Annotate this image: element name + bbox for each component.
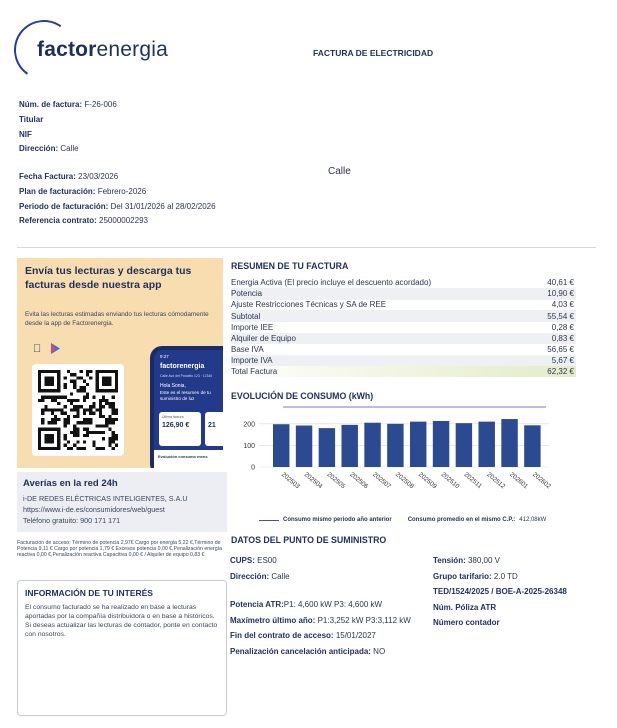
- promo-text: Evita las lecturas estimadas enviando tus lecturas cómodamente desde la app de Factorenergia.: [25, 311, 209, 327]
- x-tick-label: 202506: [348, 471, 370, 491]
- divider: [17, 247, 596, 248]
- x-tick-label: 202505: [325, 471, 347, 491]
- distributor-url[interactable]: https://www.i-de.es/consumidores/web/guest: [23, 505, 165, 514]
- chart-bar: [273, 424, 289, 467]
- x-tick-label: 202601: [508, 471, 530, 491]
- summary-row-label: Ajuste Restricciones Técnicas y SA de REE: [231, 300, 387, 310]
- chart-bar: [410, 422, 426, 467]
- summary-row-value: 4,03 €: [551, 300, 574, 310]
- summary-row: [231, 321, 576, 333]
- summary-row-value: 0,28 €: [551, 322, 574, 332]
- x-tick-label: 202507: [371, 471, 393, 491]
- phone-card-amount: 126,90 €: [162, 422, 190, 429]
- atr-policy-row: Núm. Póliza ATR: [433, 602, 497, 612]
- chart-bar: [524, 425, 540, 467]
- cups-row: CUPS: ES00: [230, 556, 277, 565]
- billing-period-row: Periodo de facturación: Del 31/01/2026 al 28/02/2026: [19, 201, 216, 211]
- y-tick-label: 0: [251, 464, 255, 472]
- summary-row: [231, 299, 576, 311]
- summary-row-label: Importe IVA: [231, 355, 273, 365]
- chart-bar: [456, 423, 472, 467]
- legend-average-label: Consumo promedio en el mismo C.P.:: [407, 517, 516, 523]
- summary-row-label: Energia Activa (El precio incluye el descuento acordado): [231, 278, 432, 288]
- summary-row-value: 62,32 €: [547, 367, 574, 377]
- x-tick-label: 202503: [279, 471, 301, 491]
- info-text: El consumo facturado se ha realizado en base a lecturas aportadas por la compañía distribuidora o en base a históricos. Si deseas actualizar las lecturas de contador, ponte en contacto con nosotros.: [25, 604, 218, 638]
- supply-address-row: Dirección: Calle: [230, 571, 290, 581]
- summary-row-value: 5,67 €: [551, 355, 574, 365]
- chart-bar: [479, 422, 495, 467]
- nif-row: NIF: [19, 129, 32, 139]
- chart-title: EVOLUCIÓN DE CONSUMO (kWh): [231, 391, 374, 401]
- chart-bar: [364, 423, 380, 467]
- outage-title: Averías en la red 24h: [23, 478, 118, 489]
- phone-footer-text: Evolución consumo mens: [158, 454, 208, 459]
- supply-right-fields: [433, 553, 567, 631]
- access-billing-note: Facturación de acceso: Término de potencia 2,97€ Cargo por energia 5,22 €,Término de Potencia 9,11 € Cargo por potencia 1,79 € Excesos potencia 0,00 €,Penalización energía reactiva 0,00 €,Penalización reactiva Capacitiva 0,00 € / Alquiler de equipo 0,83 €: [17, 540, 222, 559]
- voltage-row: Tensión: 380,00 V: [433, 556, 501, 565]
- summary-row-value: 56,65 €: [547, 344, 574, 354]
- document-title: FACTURA DE ELECTRICIDAD: [313, 48, 434, 58]
- phone-greeting: Hola Sonia,: [160, 383, 186, 389]
- contract-end-row: Fin del contrato de acceso: 15/01/2027: [230, 631, 376, 640]
- summary-row-label: Base IVA: [231, 344, 264, 354]
- summary-row-label: Importe IEE: [231, 322, 274, 332]
- legend-series-label: Consumo mismo periodo año anterior: [283, 517, 392, 523]
- boe-reference-row: TED/1524/2025 / BOE-A-2025-26348: [433, 587, 567, 596]
- meter-number-row: Número contador: [433, 618, 500, 627]
- qr-code[interactable]: [32, 364, 124, 456]
- x-tick-label: 202508: [394, 471, 415, 491]
- chart-bar: [319, 428, 335, 467]
- summary-row-value: 40,61 €: [547, 278, 574, 288]
- supply-title: DATOS DEL PUNTO DE SUMINISTRO: [231, 535, 387, 545]
- qr-code-pattern: [38, 370, 118, 450]
- apple-icon[interactable]: [33, 343, 41, 355]
- summary-row: [231, 344, 576, 356]
- y-tick-label: 200: [243, 421, 255, 429]
- summary-row-value: 10,90 €: [547, 289, 574, 299]
- billing-fields: [19, 170, 216, 229]
- contract-ref-row: Referencia contrato: 25000002293: [19, 216, 148, 226]
- summary-row: [231, 288, 576, 300]
- x-tick-label: 202512: [485, 471, 507, 491]
- supply-left-fields: [230, 553, 290, 584]
- summary-row-label: Subtotal: [231, 311, 261, 321]
- postal-address: Calle: [328, 166, 351, 177]
- phone-message: Este es el resumen de tu suministro de luz: [160, 390, 211, 401]
- billing-plan-row: Plan de facturación: Febrero-2026: [19, 186, 147, 196]
- promo-title: Envía tus lecturas y descarga tus facturas desde nuestra app: [25, 265, 192, 291]
- phone-address: Calle Avd del Paralelo 123 · 12345: [160, 374, 213, 378]
- phone-card-secondary: [205, 412, 223, 446]
- phone-screen: [154, 350, 223, 468]
- power-atr-row: Potencia ATR:P1: 4,600 kW P3: 4,600 kW: [230, 600, 383, 609]
- info-title: INFORMACIÓN DE TU INTERÉS: [25, 588, 153, 598]
- summary-row-label: Total Factura: [231, 367, 278, 377]
- phone-mockup: [150, 346, 223, 468]
- app-promo: [17, 258, 223, 468]
- chart-bar: [296, 426, 312, 467]
- maximeter-row: Maxímetro último año: P1:3,252 kW P3:3,112 kW: [230, 615, 411, 625]
- invoice-date-row: Fecha Factura: 23/03/2026: [19, 172, 119, 181]
- summary-row-label: Potencia: [231, 289, 263, 299]
- tariff-group-row: Grupo tarifario: 2.0 TD: [433, 571, 518, 581]
- consumption-chart: [231, 405, 576, 517]
- chart-bar: [433, 421, 449, 467]
- chart-bar: [342, 425, 358, 467]
- phone-card2-amount: 21: [208, 422, 216, 429]
- phone-footer-area: [154, 450, 223, 468]
- phone-card-label: Última factura: [162, 415, 184, 419]
- customer-fields: [19, 98, 117, 157]
- outage-box: [17, 472, 227, 532]
- phone-invoice-card: [159, 412, 201, 446]
- summary-row-value: 55,54 €: [547, 311, 574, 321]
- legend-average-value: 412,08kW: [519, 517, 547, 523]
- summary-row: [231, 333, 576, 345]
- summary-row-value: 0,83 €: [551, 333, 574, 343]
- x-tick-label: 202602: [531, 471, 552, 491]
- summary-title: RESUMEN DE TU FACTURA: [231, 261, 349, 271]
- info-box: [17, 580, 227, 716]
- brand-logo: factorenergia: [37, 38, 169, 61]
- supply-left-fields-2: [230, 597, 411, 659]
- x-tick-label: 202509: [416, 471, 438, 491]
- summary-row: [231, 355, 576, 367]
- distributor-name: i-DE REDES ELÉCTRICAS INTELIGENTES, S.A.U: [23, 494, 188, 503]
- y-tick-label: 100: [243, 442, 255, 450]
- address-row: Dirección: Calle: [19, 144, 79, 154]
- summary-row: [231, 366, 576, 378]
- distributor-phone: Teléfono gratuito: 900 171 171: [23, 516, 121, 525]
- chart-bar: [501, 419, 517, 467]
- x-tick-label: 202504: [302, 471, 324, 491]
- x-tick-label: 202511: [462, 471, 484, 490]
- chart-bar: [387, 424, 403, 467]
- google-play-icon[interactable]: [50, 342, 61, 355]
- chart-legend: [259, 517, 546, 523]
- legend-line-swatch: [259, 520, 279, 521]
- x-tick-label: 202510: [439, 471, 461, 491]
- holder-row: Titular: [19, 114, 44, 124]
- summary-row: [231, 277, 576, 289]
- phone-time: 9:27: [160, 354, 169, 359]
- invoice-number-row: Núm. de factura: F-26-006: [19, 100, 117, 109]
- cancellation-penalty-row: Penalización cancelación anticipada: NO: [230, 646, 386, 656]
- outage-lines: [23, 493, 188, 526]
- summary-row-label: Alquiler de Equipo: [231, 333, 296, 343]
- summary-row: [231, 310, 576, 322]
- phone-brand: factorenergia: [160, 363, 205, 370]
